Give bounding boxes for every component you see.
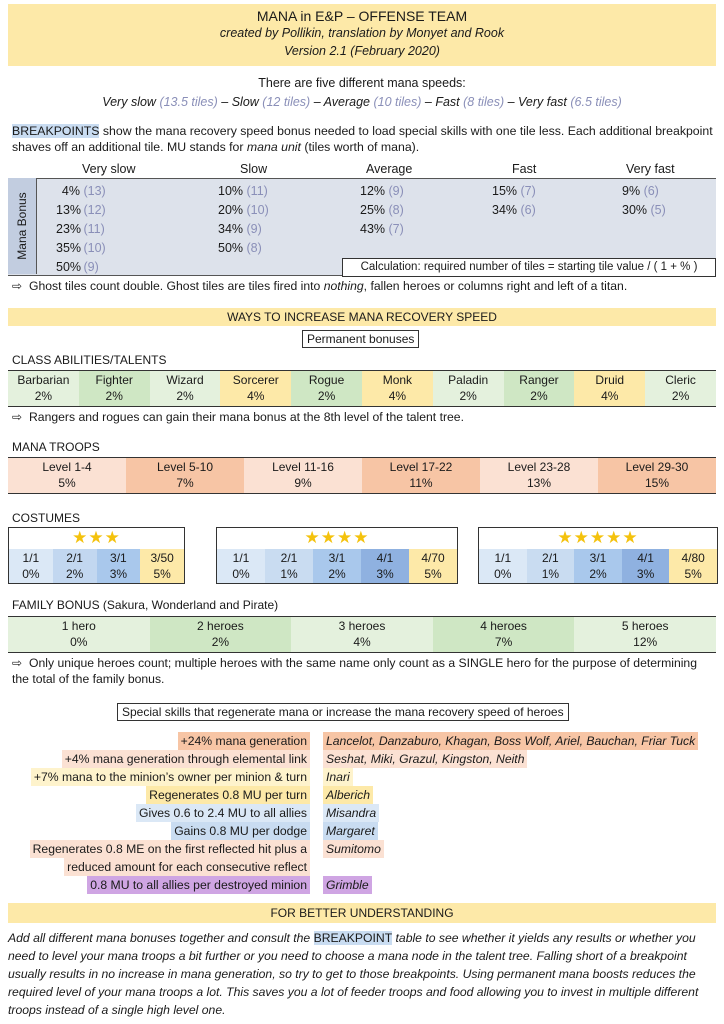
- class-cell: [645, 371, 716, 406]
- class-table: [8, 370, 716, 407]
- costume-value: 5%: [153, 567, 171, 581]
- speed-tiles: (12 tiles): [262, 95, 311, 109]
- class-value: 2%: [317, 389, 336, 403]
- class-name: Sorcerer: [232, 373, 279, 387]
- bp-header: Very fast: [626, 162, 675, 176]
- class-value: 2%: [671, 389, 690, 403]
- troop-value: 11%: [409, 476, 433, 490]
- speed-name: Very fast: [518, 95, 567, 109]
- skill-row: [0, 876, 724, 894]
- class-value: 4%: [247, 389, 265, 403]
- class-title: CLASS ABILITIES/TALENTS: [12, 353, 167, 367]
- class-name: Paladin: [448, 373, 489, 387]
- version: Version 2.1 (February 2020): [284, 44, 440, 58]
- costume-level: 3/1: [110, 551, 127, 565]
- costume-level: 3/1: [328, 551, 346, 565]
- speed-tiles: (8 tiles): [463, 95, 505, 109]
- troop-cell: [126, 458, 244, 493]
- skill-row: [0, 858, 724, 876]
- costume-level: 2/1: [280, 551, 298, 565]
- skill-heroes: Inari: [323, 768, 353, 786]
- family-name: 3 heroes: [338, 619, 386, 633]
- bp-cell: 12% (9): [360, 184, 404, 198]
- bp-column-slow: [218, 182, 269, 258]
- class-cell: [291, 371, 362, 406]
- troops-table: [8, 457, 716, 494]
- costume-cell: [574, 549, 622, 583]
- costume-value: 5%: [424, 567, 442, 581]
- troop-value: 7%: [176, 476, 194, 490]
- family-name: 1 hero: [61, 619, 96, 633]
- costume-value: 0%: [22, 567, 40, 581]
- costume-level: 2/1: [542, 551, 559, 565]
- bp-column-very-slow: [56, 182, 106, 277]
- ways-title: WAYS TO INCREASE MANA RECOVERY SPEED: [8, 308, 716, 326]
- troop-name: Level 17-22: [389, 460, 453, 474]
- bp-cell: 15% (7): [492, 184, 536, 198]
- costume-level: 4/1: [376, 551, 394, 565]
- costume-cell: [9, 549, 53, 583]
- speeds-section: [0, 74, 724, 112]
- arrow-icon: ⇨: [12, 279, 23, 293]
- bp-cell: 13% (12): [56, 203, 106, 217]
- bp-cell: 20% (10): [218, 203, 269, 217]
- speed-name: Slow: [231, 95, 259, 109]
- bp-cell: 50% (9): [56, 260, 99, 274]
- costume-value: 1%: [280, 567, 298, 581]
- costume-value: 2%: [65, 567, 84, 581]
- skill-effect: Regenerates 0.8 ME on the first reflected hit plus a: [30, 840, 310, 858]
- breakpoints-text-a: show the mana recovery speed bonus needed to load special skills with one tile less. Each additional breakpoint shaves off an additional tile. MU stands for: [12, 124, 713, 154]
- skill-heroes: Misandra: [323, 804, 379, 822]
- family-cell: [574, 617, 716, 652]
- class-cell: [433, 371, 504, 406]
- speed-tiles: (13.5 tiles): [159, 95, 218, 109]
- mana-bonus-label: Mana Bonus: [8, 178, 37, 274]
- skill-effect: +24% mana generation: [178, 732, 310, 750]
- costume-value: 2%: [589, 567, 607, 581]
- class-cell: [362, 371, 433, 406]
- bp-header: Fast: [512, 162, 537, 176]
- arrow-icon: ⇨: [12, 410, 23, 424]
- skill-effect: +7% mana to the minion’s owner per minion & turn: [31, 768, 310, 786]
- speed-name: Fast: [435, 95, 460, 109]
- class-value: 4%: [388, 389, 407, 403]
- class-cell: [574, 371, 645, 406]
- family-value: 7%: [494, 635, 513, 649]
- costume-cell: [527, 549, 575, 583]
- class-cell: [504, 371, 575, 406]
- bp-column-very-fast: [622, 182, 666, 220]
- class-cell: [79, 371, 150, 406]
- class-value: 2%: [176, 389, 194, 403]
- bp-cell: 34% (6): [492, 203, 536, 217]
- costume-level: 1/1: [494, 551, 512, 565]
- class-name: Rogue: [308, 373, 345, 387]
- class-name: Cleric: [665, 373, 696, 387]
- bp-cell: 43% (7): [360, 222, 404, 236]
- troop-name: Level 11-16: [272, 460, 334, 474]
- troop-name: Level 29-30: [625, 460, 689, 474]
- skill-effect: Gains 0.8 MU per dodge: [171, 822, 310, 840]
- family-name: 4 heroes: [480, 619, 527, 633]
- troop-name: Level 23-28: [507, 460, 571, 474]
- understanding-text: Add all different mana bonuses together and consult the BREAKPOINT table to see whether it yields any results or whether you need to level your mana troops a bit further or you need to choose a mana node in the talent tree. Falling short of a breakpoint usually results in no increase in mana generation, so try to get to those breakpoints. Using permanent mana boosts reduces the required level of your mana troops a lot. This saves you a lot of feeder troops and food allowing you to invest in multiple different troops instead of a single high level one.: [8, 931, 699, 1017]
- breakpoints-keyword: BREAKPOINTS: [12, 124, 100, 138]
- bp-cell: 10% (11): [218, 184, 268, 198]
- skill-row: [0, 768, 724, 786]
- bp-cell: 30% (5): [622, 203, 666, 217]
- troop-cell: [480, 458, 598, 493]
- bp-cell: 35% (10): [56, 241, 106, 255]
- family-table: [8, 616, 716, 653]
- costume-group-4-star: [216, 527, 458, 584]
- star-icon: ★★★: [72, 528, 121, 547]
- troop-name: Level 1-4: [42, 460, 92, 474]
- skill-heroes: Margaret: [323, 822, 378, 840]
- skill-row: [0, 732, 724, 750]
- speed-tiles: (10 tiles): [373, 95, 422, 109]
- skill-heroes: Sumitomo: [323, 840, 384, 858]
- breakpoints-headers: [8, 160, 716, 178]
- costume-level: 1/1: [22, 551, 40, 565]
- skill-heroes: Alberich: [323, 786, 373, 804]
- family-value: 12%: [633, 635, 658, 649]
- costume-group-3-star: [8, 527, 185, 584]
- costume-value: 5%: [684, 567, 702, 581]
- costume-value: 2%: [328, 567, 346, 581]
- class-value: 2%: [459, 389, 477, 403]
- class-cell: [220, 371, 291, 406]
- costume-level: 2/1: [66, 551, 83, 565]
- costume-value: 3%: [109, 567, 128, 581]
- troop-cell: [362, 458, 480, 493]
- bp-cell: 9% (6): [622, 184, 659, 198]
- class-name: Ranger: [519, 373, 559, 387]
- costume-cell: [97, 549, 141, 583]
- costume-level: 4/70: [421, 551, 445, 565]
- class-cell: [8, 371, 79, 406]
- costume-cell: [361, 549, 409, 583]
- star-icon: ★★★★★: [557, 528, 639, 547]
- bp-cell: 25% (8): [360, 203, 404, 217]
- troop-cell: [8, 458, 126, 493]
- family-cell: [291, 617, 433, 652]
- breakpoints-description: [12, 123, 714, 155]
- breakpoint-keyword: BREAKPOINT: [313, 931, 393, 945]
- class-name: Barbarian: [17, 373, 70, 387]
- bp-header: Very slow: [82, 162, 136, 176]
- class-value: 2%: [530, 389, 548, 403]
- costume-cell: [217, 549, 265, 583]
- costume-cell: [622, 549, 670, 583]
- class-name: Druid: [595, 373, 625, 387]
- breakpoints-text-italic: mana unit: [246, 140, 301, 154]
- class-name: Fighter: [95, 373, 133, 387]
- costume-cell: [409, 549, 457, 583]
- troop-name: Level 5-10: [156, 460, 214, 474]
- costume-value: 0%: [232, 567, 250, 581]
- skill-row: [0, 840, 724, 858]
- family-cell: [8, 617, 150, 652]
- class-cell: [150, 371, 221, 406]
- skill-row: [0, 786, 724, 804]
- family-value: 0%: [70, 635, 88, 649]
- class-value: 2%: [34, 389, 53, 403]
- skill-row: [0, 750, 724, 768]
- costume-cell: [479, 549, 527, 583]
- costume-value: 1%: [541, 567, 560, 581]
- bp-cell: 50% (8): [218, 241, 262, 255]
- family-name: 5 heroes: [621, 619, 669, 633]
- bp-column-average: [360, 182, 404, 239]
- special-skills-title: Special skills that regenerate mana or increase the mana recovery speed of heroes: [117, 703, 569, 721]
- class-note: ⇨ Rangers and rogues can gain their mana bonus at the 8th level of the talent tree.: [12, 410, 464, 424]
- costume-level: 4/80: [681, 551, 705, 565]
- permanent-bonuses-title: Permanent bonuses: [302, 330, 419, 348]
- costume-value: 3%: [376, 567, 394, 581]
- skill-row: [0, 804, 724, 822]
- costumes-title: COSTUMES: [12, 511, 81, 525]
- skill-heroes: Lancelot, Danzaburo, Khagan, Boss Wolf, Ariel, Bauchan, Friar Tuck: [323, 732, 698, 750]
- bp-header: Slow: [240, 162, 268, 176]
- skill-row: [0, 822, 724, 840]
- skill-effect: reduced amount for each consecutive reflect: [64, 858, 310, 876]
- bp-cell: 34% (9): [218, 222, 262, 236]
- calculation-box: Calculation: required number of tiles = starting tile value / ( 1 + % ): [342, 258, 716, 277]
- costume-value: 3%: [636, 567, 655, 581]
- speeds-intro: There are five different mana speeds:: [258, 76, 466, 90]
- family-cell: [433, 617, 575, 652]
- troops-title: MANA TROOPS: [12, 440, 100, 454]
- class-name: Wizard: [166, 373, 204, 387]
- speed-name: Very slow: [102, 95, 156, 109]
- costume-cell: [140, 549, 184, 583]
- family-name: 2 heroes: [197, 619, 244, 633]
- class-value: 4%: [601, 389, 619, 403]
- class-name: Monk: [382, 373, 413, 387]
- troop-cell: [244, 458, 362, 493]
- costume-value: 0%: [494, 567, 512, 581]
- speed-tiles: (6.5 tiles): [570, 95, 622, 109]
- header-band: [8, 4, 716, 66]
- bp-header: Average: [366, 162, 413, 176]
- credits: created by Pollikin, translation by Monyet and Rook: [219, 26, 505, 40]
- family-note: ⇨ Only unique heroes count; multiple heroes with the same name only count as a SINGLE hero for the purpose of determining the total of the family bonus.: [12, 656, 697, 686]
- costume-cell: [669, 549, 717, 583]
- bp-cell: 4% (13): [61, 184, 106, 198]
- speed-name: Average: [323, 95, 370, 109]
- skill-heroes: Grimble: [323, 876, 372, 894]
- troop-value: 15%: [644, 476, 670, 490]
- family-value: 4%: [353, 635, 371, 649]
- costume-cell: [313, 549, 361, 583]
- understanding-title: FOR BETTER UNDERSTANDING: [8, 903, 716, 923]
- costume-level: 3/1: [589, 551, 607, 565]
- star-icon: ★★★★: [304, 528, 370, 547]
- skill-effect: Gives 0.6 to 2.4 MU to all allies: [136, 804, 310, 822]
- arrow-icon: ⇨: [12, 656, 23, 670]
- bp-cell: 23% (11): [56, 222, 105, 236]
- troop-value: 5%: [58, 476, 76, 490]
- costume-level: 4/1: [637, 551, 654, 565]
- costume-cell: [53, 549, 97, 583]
- ghost-tiles-note: ⇨ Ghost tiles count double. Ghost tiles are tiles fired into nothing, fallen heroes or columns right and left of a titan.: [12, 279, 628, 293]
- skill-heroes: Seshat, Miki, Grazul, Kingston, Neith: [323, 750, 527, 768]
- costume-cell: [265, 549, 313, 583]
- speeds-list: Very slow (13.5 tiles) – Slow (12 tiles) – Average (10 tiles) – Fast (8 tiles) – Very fast (6.5 tiles): [102, 95, 622, 109]
- skill-effect: +4% mana generation through elemental link: [62, 750, 310, 768]
- family-title: FAMILY BONUS (Sakura, Wonderland and Pirate): [12, 598, 279, 612]
- troop-value: 13%: [526, 476, 552, 490]
- costume-level: 1/1: [232, 551, 250, 565]
- family-cell: [150, 617, 292, 652]
- skill-effect: Regenerates 0.8 MU per turn: [146, 786, 310, 804]
- class-value: 2%: [105, 389, 123, 403]
- costume-level: 3/50: [150, 551, 174, 565]
- troop-value: 9%: [294, 476, 312, 490]
- breakpoints-text-b: (tiles worth of mana).: [300, 140, 420, 154]
- troop-cell: [598, 458, 716, 493]
- page-title: MANA in E&P – OFFENSE TEAM: [256, 8, 468, 24]
- bp-column-fast: [492, 182, 536, 220]
- skill-effect: 0.8 MU to all allies per destroyed minion: [87, 876, 310, 894]
- family-value: 2%: [211, 635, 230, 649]
- costume-group-5-star: [478, 527, 718, 584]
